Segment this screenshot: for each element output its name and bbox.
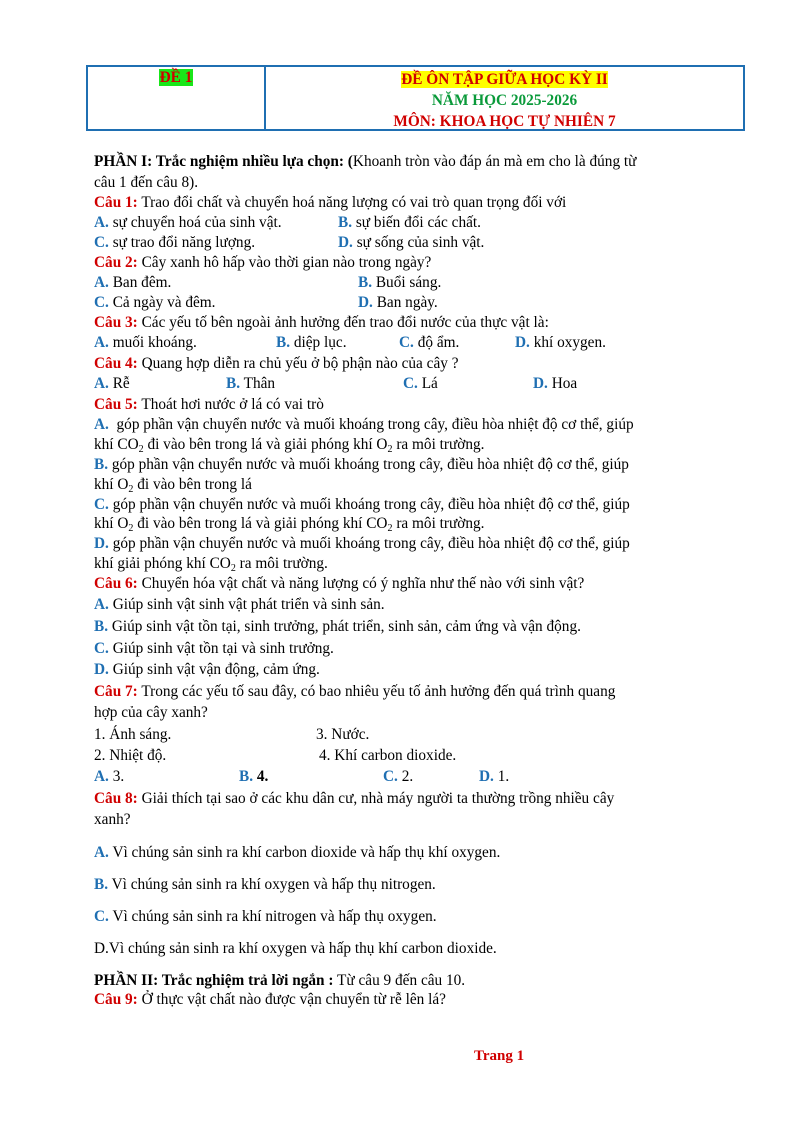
q7-option-a: A. 3. — [94, 768, 125, 785]
q6-option-a: A. Giúp sinh vật sinh vật phát triển và sinh sản. — [94, 596, 385, 613]
q6-option-c: C. Giúp sinh vật tồn tại và sinh trưởng. — [94, 640, 334, 657]
subject-title: MÔN: KHOA HỌC TỰ NHIÊN 7 — [393, 113, 616, 130]
question-text: Trao đổi chất và chuyển hoá năng lượng có vai trò quan trọng đối với — [141, 194, 567, 211]
question-7: Câu 7: Trong các yếu tố sau đây, có bao nhiêu yếu tố ảnh hưởng đến quá trình quang — [94, 683, 616, 700]
q4-option-a: A. Rễ — [94, 375, 130, 392]
exam-header-table — [86, 65, 745, 131]
question-3: Câu 3: Các yếu tố bên ngoài ảnh hưởng đến trao đổi nước của thực vật là: — [94, 314, 549, 331]
q5-option-d: D. góp phần vận chuyển nước và muối khoáng trong cây, điều hòa nhiệt độ cơ thể, giúp — [94, 535, 630, 552]
q7-factor-4: 4. Khí carbon dioxide. — [319, 747, 457, 764]
question-6: Câu 6: Chuyển hóa vật chất và năng lượng có ý nghĩa như thế nào với sinh vật? — [94, 575, 585, 592]
q8-option-a: A. Vì chúng sản sinh ra khí carbon dioxide và hấp thụ khí oxygen. — [94, 844, 501, 861]
q5-option-c: C. góp phần vận chuyển nước và muối khoáng trong cây, điều hòa nhiệt độ cơ thể, giúp — [94, 496, 630, 513]
school-year: NĂM HỌC 2025-2026 — [431, 92, 578, 109]
question-2: Câu 2: Cây xanh hô hấp vào thời gian nào trong ngày? — [94, 254, 432, 271]
exam-title-cell — [266, 67, 743, 129]
q8-option-d: D.Vì chúng sản sinh ra khí oxygen và hấp thụ khí carbon dioxide. — [94, 940, 497, 957]
q3-option-d: D. khí oxygen. — [515, 334, 606, 351]
q3-option-b: B. diệp lục. — [276, 334, 347, 351]
q7-option-c: C. 2. — [383, 768, 414, 785]
q7-option-b: B. 4. — [239, 768, 269, 785]
part2-heading: PHẦN II: Trắc nghiệm trả lời ngắn : — [94, 972, 334, 989]
q5-option-c-cont: khí $O_2$ đi vào bên trong lá và giải phóng khí $CO_2$ ra môi trường. — [94, 515, 485, 534]
part1-instruction-line2: câu 1 đến câu 8). — [94, 174, 199, 191]
question-7-cont: hợp của cây xanh? — [94, 704, 208, 721]
exam-code-cell — [88, 67, 266, 129]
q3-option-a: A. muối khoáng. — [94, 334, 197, 351]
q7-factor-3: 3. Nước. — [316, 726, 370, 743]
q1-option-b: B. sự biến đổi các chất. — [338, 214, 481, 231]
q1-option-c: C. sự trao đổi năng lượng. — [94, 234, 256, 251]
q2-option-b: B. Buổi sáng. — [358, 274, 442, 291]
q7-factor-1: 1. Ánh sáng. — [94, 726, 172, 743]
q5-option-b-cont: khí $O_2$ đi vào bên trong lá — [94, 476, 252, 495]
q8-option-b: B. Vì chúng sản sinh ra khí oxygen và hấp thụ nitrogen. — [94, 876, 436, 893]
question-4: Câu 4: Quang hợp diễn ra chủ yếu ở bộ phận nào của cây ? — [94, 355, 459, 372]
part1-instruction: Khoanh tròn vào đáp án mà em cho là đúng từ — [352, 153, 637, 170]
q5-option-b: B. góp phần vận chuyển nước và muối khoáng trong cây, điều hòa nhiệt độ cơ thể, giúp — [94, 456, 629, 473]
q2-option-c: C. Cả ngày và đêm. — [94, 294, 216, 311]
part1-heading-line — [94, 152, 636, 171]
question-label: Câu 1: — [94, 194, 138, 211]
exam-title: ĐỀ ÔN TẬP GIỮA HỌC KỲ II — [401, 71, 608, 88]
page-number: Trang 1 — [474, 1048, 525, 1064]
q1-option-d: D. sự sống của sinh vật. — [338, 234, 485, 251]
q5-option-a-cont: khí $CO_2$ đi vào bên trong lá và giải phóng khí $O_2$ ra môi trường. — [94, 436, 485, 455]
question-1 — [94, 193, 566, 212]
q7-option-d: D. 1. — [479, 768, 510, 785]
q2-option-a: A. Ban đêm. — [94, 274, 172, 291]
q4-option-b: B. Thân — [226, 375, 276, 392]
question-8-cont: xanh? — [94, 811, 131, 828]
q6-option-b: B. Giúp sinh vật tồn tại, sinh trưởng, phát triển, sinh sản, cảm ứng và vận động. — [94, 618, 581, 635]
q3-option-c: C. độ ẩm. — [399, 334, 460, 351]
q2-option-d: D. Ban ngày. — [358, 294, 438, 311]
q1-option-a: A. sự chuyển hoá của sinh vật. — [94, 214, 282, 231]
exam-code-label: ĐỀ 1 — [159, 69, 193, 86]
part2-heading-line: PHẦN II: Trắc nghiệm trả lời ngắn : Từ câu 9 đến câu 10. — [94, 972, 466, 989]
q4-option-d: D. Hoa — [533, 375, 578, 392]
q7-factor-2: 2. Nhiệt độ. — [94, 747, 167, 764]
q6-option-d: D. Giúp sinh vật vận động, cảm ứng. — [94, 661, 320, 678]
q4-option-c: C. Lá — [403, 375, 438, 392]
question-5: Câu 5: Thoát hơi nước ở lá có vai trò — [94, 396, 324, 413]
part1-heading: PHẦN I: Trắc nghiệm nhiều lựa chọn: ( — [94, 153, 353, 170]
q5-option-a: A. góp phần vận chuyển nước và muối khoáng trong cây, điều hòa nhiệt độ cơ thể, giúp — [94, 416, 634, 433]
question-8: Câu 8: Giải thích tại sao ở các khu dân cư, nhà máy người ta thường trồng nhiều cây — [94, 790, 615, 807]
q5-option-d-cont: khí giải phóng khí $CO_2$ ra môi trường. — [94, 555, 328, 574]
question-9: Câu 9: Ở thực vật chất nào được vận chuyển từ rễ lên lá? — [94, 991, 446, 1008]
q8-option-c: C. Vì chúng sản sinh ra khí nitrogen và hấp thụ oxygen. — [94, 908, 437, 925]
